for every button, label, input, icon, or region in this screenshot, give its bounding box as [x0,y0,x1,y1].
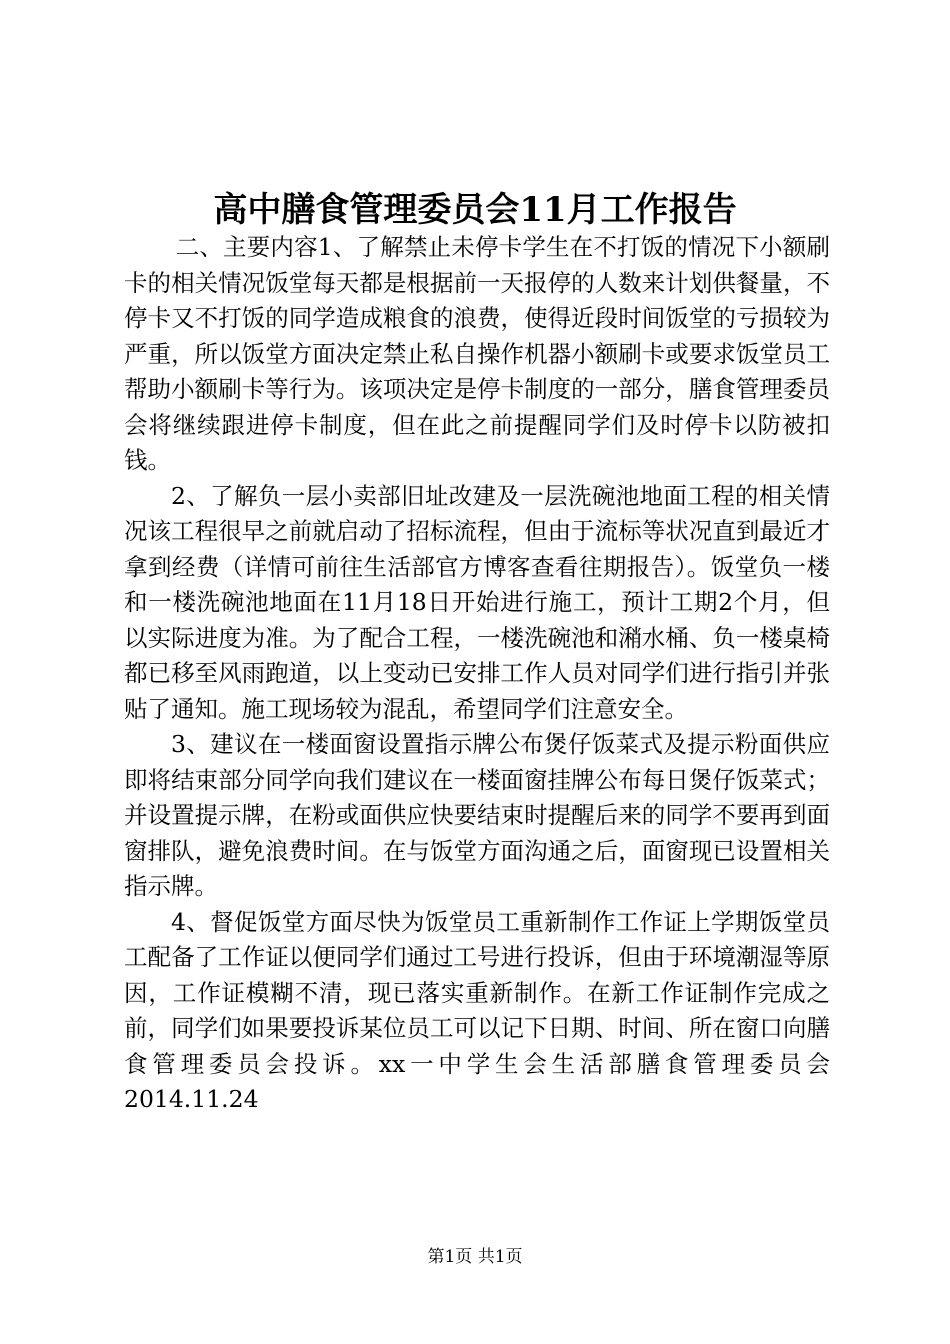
document-body [124,230,830,1118]
paragraph-4: 4、督促饭堂方面尽快为饭堂员工重新制作工作证上学期饭堂员工配备了工作证以便同学们通过工号进行投诉，但由于环境潮湿等原因，工作证模糊不清，现已落实重新制作。在新工作证制作完成之前，同学们如果要投诉某位员工可以记下日期、时间、所在窗口向膳食管理委员会投诉。xx一中学生会生活部膳食管理委员会2014.11.24 [124,907,830,1113]
paragraph-2: 2、了解负一层小卖部旧址改建及一层洗碗池地面工程的相关情况该工程很早之前就启动了招标流程，但由于流标等状况直到最近才拿到经费（详情可前往生活部官方博客查看往期报告）。饭堂负一楼和一楼洗碗池地面在11月18日开始进行施工，预计工期2个月，但以实际进度为准。为了配合工程，一楼洗碗池和潲水桶、负一楼桌椅都已移至风雨跑道，以上变动已安排工作人员对同学们进行指引并张贴了通知。施工现场较为混乱，希望同学们注意安全。 [124,481,830,723]
paragraph-1: 二、主要内容1、了解禁止未停卡学生在不打饭的情况下小额刷卡的相关情况饭堂每天都是根据前一天报停的人数来计划供餐量，不停卡又不打饭的同学造成粮食的浪费，使得近段时间饭堂的亏损较为严重，所以饭堂方面决定禁止私自操作机器小额刷卡或要求饭堂员工帮助小额刷卡等行为。该项决定是停卡制度的一部分，膳食管理委员会将继续跟进停卡制度，但在此之前提醒同学们及时停卡以防被扣钱。 [124,233,830,474]
page-footer: 第1页 共1页 [427,1247,523,1267]
document-title: 高中膳食管理委员会11月工作报告 [213,190,737,230]
paragraph-3: 3、建议在一楼面窗设置指示牌公布煲仔饭菜式及提示粉面供应即将结束部分同学向我们建议在一楼面窗挂牌公布每日煲仔饭菜式；并设置提示牌，在粉或面供应快要结束时提醒后来的同学不要再到面窗排队，避免浪费时间。在与饭堂方面沟通之后，面窗现已设置相关指示牌。 [124,730,830,900]
